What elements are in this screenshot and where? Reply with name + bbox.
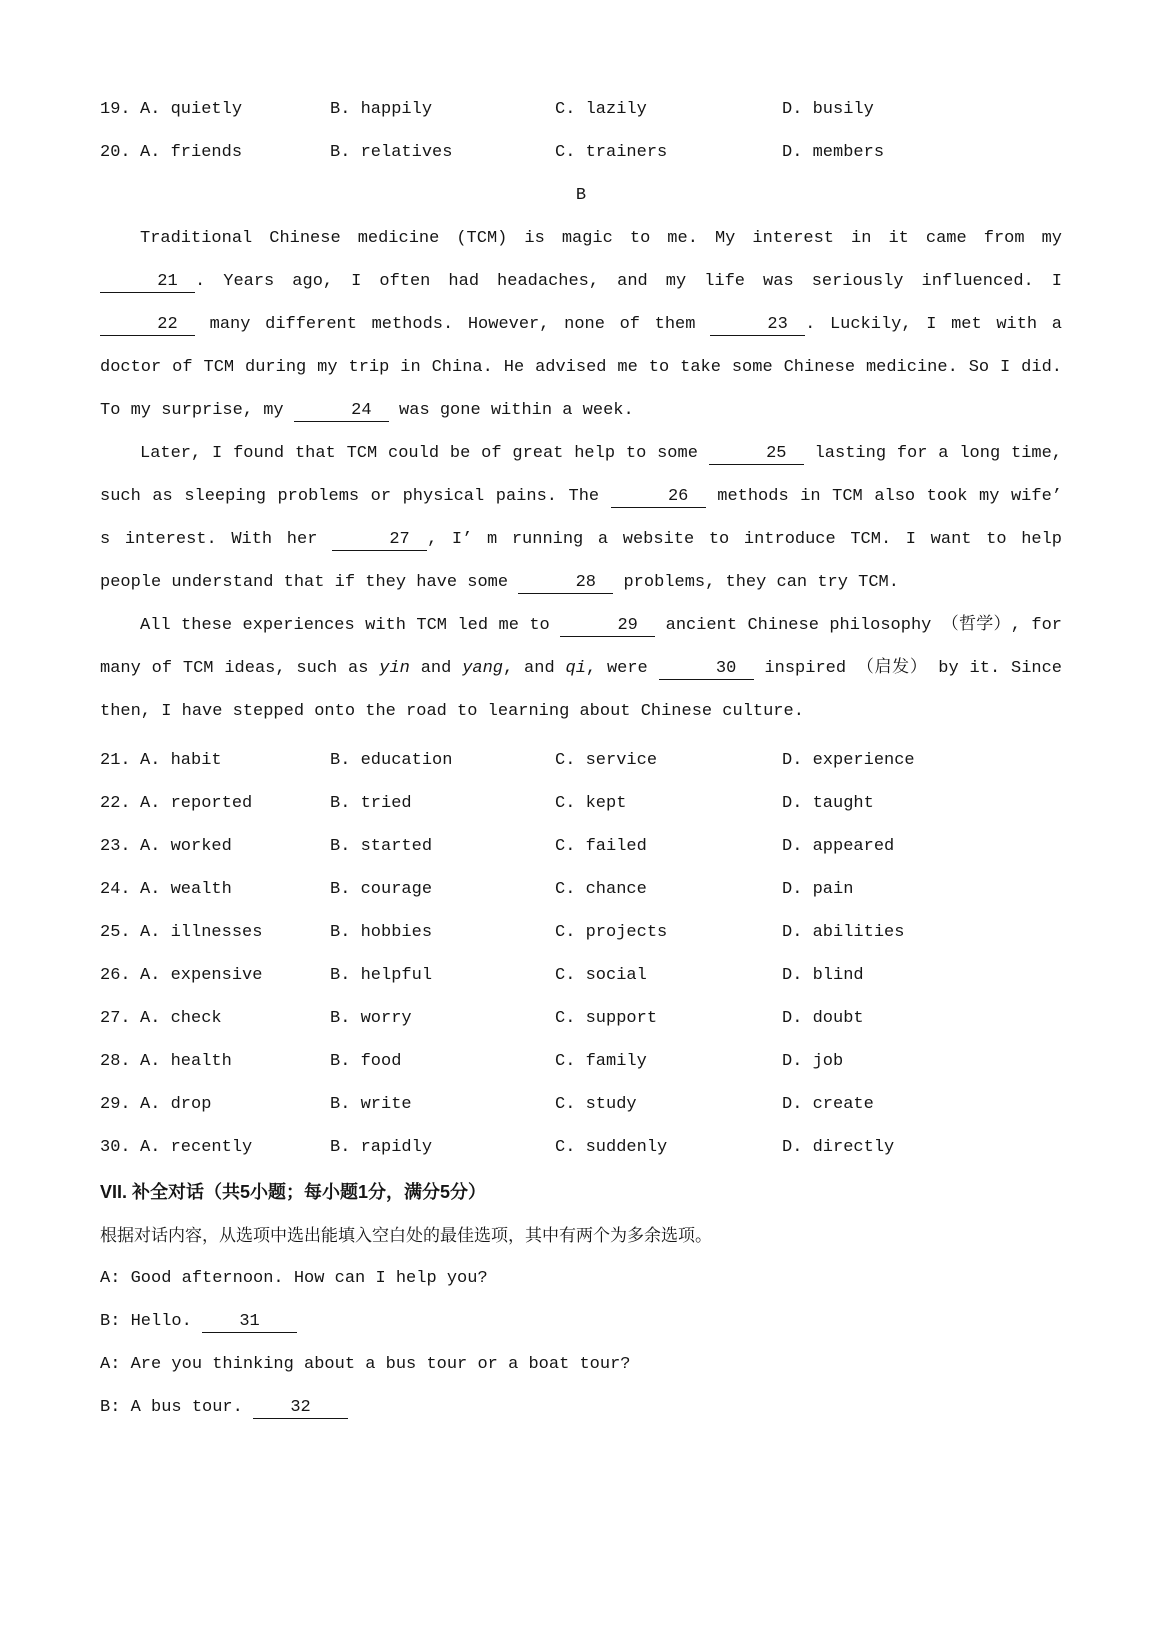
option-d: D. pain <box>782 880 854 899</box>
option-b: B. worry <box>330 1009 412 1028</box>
option-d: D. create <box>782 1095 874 1114</box>
question-number: 30. <box>100 1138 131 1157</box>
option-a: A. friends <box>140 143 243 162</box>
question-number: 20. <box>100 143 131 162</box>
option-b: B. hobbies <box>330 923 433 942</box>
text-run: Traditional Chinese medicine (TCM) is magic to me. My interest in it came from my <box>140 229 1062 248</box>
option-b: B. write <box>330 1095 412 1114</box>
option-b: B. education <box>330 751 453 770</box>
text-run: ancient Chinese philosophy （哲学）, for many of TCM ideas, such as <box>100 616 1062 678</box>
text-run: . Years ago, I often had headaches, and my life was seriously influenced. I <box>195 272 1062 291</box>
text-run: methods in TCM also took my wife’ s interest. With her <box>100 487 1062 549</box>
section-b-label: B <box>575 186 587 205</box>
question-number: 24. <box>100 880 131 899</box>
option-d: D. appeared <box>782 837 895 856</box>
italic-term: yin <box>379 659 410 678</box>
option-d: D. abilities <box>782 923 905 942</box>
cloze-questions <box>100 739 1062 1169</box>
blank-28: 28 <box>518 573 613 594</box>
option-c: C. failed <box>555 837 647 856</box>
passage-paragraph <box>100 432 1062 604</box>
blank-32: 32 <box>253 1398 348 1419</box>
text-run: . Luckily, I met with a doctor of TCM during my trip in China. He advised me to take some Chinese medicine. So I did. To my surprise, my <box>100 315 1062 420</box>
option-c: C. social <box>555 966 647 985</box>
question-row <box>100 1126 1062 1169</box>
blank-27: 27 <box>332 530 427 551</box>
text-run: , I’ m running a website to introduce TCM. I want to help people understand that if they have some <box>100 530 1062 592</box>
option-b: B. food <box>330 1052 402 1071</box>
option-c: C. trainers <box>555 143 668 162</box>
text-run: , were <box>585 659 659 678</box>
passage-paragraph <box>100 217 1062 432</box>
option-a: A. illnesses <box>140 923 263 942</box>
question-number: 28. <box>100 1052 131 1071</box>
option-d: D. blind <box>782 966 864 985</box>
option-a: A. recently <box>140 1138 253 1157</box>
text-run: A: Good afternoon. How can I help you? <box>100 1269 488 1288</box>
question-number: 23. <box>100 837 131 856</box>
option-d: D. job <box>782 1052 844 1071</box>
question-number: 27. <box>100 1009 131 1028</box>
option-b: B. courage <box>330 880 433 899</box>
dialogue-line <box>100 1257 1062 1300</box>
text-run: was gone within a week. <box>388 401 634 420</box>
blank-23: 23 <box>710 315 805 336</box>
question-row <box>100 868 1062 911</box>
question-row <box>100 739 1062 782</box>
question-row <box>100 954 1062 997</box>
option-b: B. tried <box>330 794 412 813</box>
blank-25: 25 <box>709 444 804 465</box>
option-c: C. projects <box>555 923 668 942</box>
option-a: A. habit <box>140 751 222 770</box>
section7-heading: VII. 补全对话（共5小题；每小题1分，满分5分） <box>100 1182 487 1202</box>
option-a: A. check <box>140 1009 222 1028</box>
blank-26: 26 <box>611 487 706 508</box>
question-row <box>100 825 1062 868</box>
text-run: inspired （启发） by it. Since then, I have stepped onto the road to learning about Chinese culture. <box>100 659 1062 721</box>
dialogue-line <box>100 1386 1062 1429</box>
option-d: D. taught <box>782 794 874 813</box>
option-d: D. doubt <box>782 1009 864 1028</box>
option-b: B. happily <box>330 100 433 119</box>
question-row <box>100 997 1062 1040</box>
question-number: 25. <box>100 923 131 942</box>
option-c: C. suddenly <box>555 1138 668 1157</box>
option-c: C. chance <box>555 880 647 899</box>
option-d: D. members <box>782 143 885 162</box>
passage-paragraph <box>100 604 1062 733</box>
question-number: 21. <box>100 751 131 770</box>
blank-29: 29 <box>560 616 655 637</box>
question-row <box>100 782 1062 825</box>
question-row <box>100 1083 1062 1126</box>
cloze-passage <box>100 217 1062 733</box>
italic-term: qi <box>565 659 586 678</box>
text-run: problems, they can try TCM. <box>613 573 899 592</box>
question-number: 29. <box>100 1095 131 1114</box>
blank-30: 30 <box>659 659 754 680</box>
text-run: All these experiences with TCM led me to <box>140 616 561 635</box>
option-c: C. family <box>555 1052 647 1071</box>
text-run: B: Hello. <box>100 1312 203 1331</box>
dialogue-line <box>100 1343 1062 1386</box>
question-number: 26. <box>100 966 131 985</box>
option-d: D. directly <box>782 1138 895 1157</box>
option-a: A. health <box>140 1052 232 1071</box>
option-b: B. helpful <box>330 966 433 985</box>
option-c: C. kept <box>555 794 627 813</box>
option-b: B. relatives <box>330 143 453 162</box>
question-number: 22. <box>100 794 131 813</box>
question-number: 19. <box>100 100 131 119</box>
option-c: C. service <box>555 751 658 770</box>
text-run: lasting for a long time, such as sleeping problems or physical pains. The <box>100 444 1063 506</box>
text-run: B: A bus tour. <box>100 1398 254 1417</box>
italic-term: yang <box>462 659 503 678</box>
blank-24: 24 <box>294 401 389 422</box>
option-a: A. expensive <box>140 966 263 985</box>
option-b: B. started <box>330 837 433 856</box>
question-row <box>100 88 1062 131</box>
option-a: A. wealth <box>140 880 232 899</box>
option-d: D. busily <box>782 100 874 119</box>
question-row <box>100 131 1062 174</box>
blank-21: 21 <box>100 272 195 293</box>
option-a: A. quietly <box>140 100 243 119</box>
text-run: many different methods. However, none of them <box>195 315 711 334</box>
dialogue-line <box>100 1300 1062 1343</box>
text-run: A: Are you thinking about a bus tour or a boat tour? <box>100 1355 631 1374</box>
option-a: A. drop <box>140 1095 212 1114</box>
text-run: and <box>409 659 463 678</box>
option-d: D. experience <box>782 751 915 770</box>
option-c: C. support <box>555 1009 658 1028</box>
question-row <box>100 1040 1062 1083</box>
section7-instruction: 根据对话内容，从选项中选出能填入空白处的最佳选项，其中有两个为多余选项。 <box>100 1226 712 1245</box>
option-a: A. worked <box>140 837 232 856</box>
text-run: , and <box>503 659 566 678</box>
text-run: Later, I found that TCM could be of great help to some <box>140 444 709 463</box>
option-c: C. study <box>555 1095 637 1114</box>
top-questions <box>100 88 1062 174</box>
blank-22: 22 <box>100 315 195 336</box>
option-a: A. reported <box>140 794 253 813</box>
question-row <box>100 911 1062 954</box>
option-c: C. lazily <box>555 100 647 119</box>
option-b: B. rapidly <box>330 1138 433 1157</box>
dialogue <box>100 1257 1062 1429</box>
blank-31: 31 <box>202 1312 297 1333</box>
